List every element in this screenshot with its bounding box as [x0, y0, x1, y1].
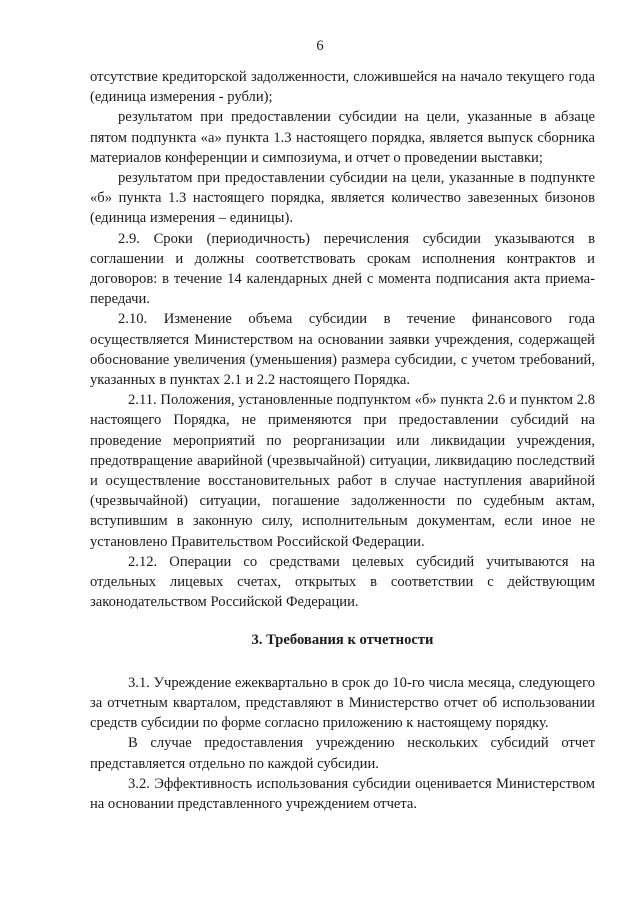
paragraph: отсутствие кредиторской задолженности, сложившейся на начало текущего года (единица измерения - рубли);	[90, 69, 595, 106]
paragraph-2-10: 2.10. Изменение объема субсидии в течение финансового года осуществляется Министерством на основании заявки учреждения, содержащей обоснование увеличения (уменьшения) размера субсидии, с учетом требований, указанных в пунктах 2.1 и 2.2 настоящего Порядка.	[90, 311, 595, 389]
paragraph-2-9: 2.9. Сроки (периодичность) перечисления субсидии указываются в соглашении и должны соответствовать срокам исполнения контрактов и договоров: в течение 14 календарных дней с момента подписания акта приема-передачи.	[90, 230, 595, 308]
document-body	[90, 67, 595, 814]
paragraph-3-2: 3.2. Эффективность использования субсидии оценивается Министерством на основании представленного учреждением отчета.	[90, 775, 595, 812]
paragraph: результатом при предоставлении субсидии на цели, указанные в абзаце пятом подпункта «а» пункта 1.3 настоящего порядка, является выпуск сборника материалов конференции и симпозиума, и отчет о проведении выставки;	[90, 109, 595, 166]
paragraph-3-1: 3.1. Учреждение ежеквартально в срок до 10-го числа месяца, следующего за отчетным кварталом, представляют в Министерство отчет об использовании средств субсидии по форме согласно приложению к настоящему порядку.	[90, 674, 595, 732]
paragraph: В случае предоставления учреждению нескольких субсидий отчет представляется отдельно по каждой субсидии.	[90, 735, 595, 772]
paragraph-2-12: 2.12. Операции со средствами целевых субсидий учитываются на отдельных лицевых счетах, открытых в соответствии с действующим законодательством Российской Федерации.	[90, 553, 595, 611]
paragraph-2-11: 2.11. Положения, установленные подпунктом «б» пункта 2.6 и пунктом 2.8 настоящего Порядка, не применяются при предоставлении субсидий на проведение мероприятий по реорганизации или ликвидации учреждения, предотвращение аварийной (чрезвычайной) ситуации, ликвидацию последствий и осуществление восстановительных работ в случае наступления аварийной (чрезвычайной) ситуации, погашение задолженности по судебным актам, вступившим в законную силу, исполнительным документам, если иное не установлено Правительством Российской Федерации.	[90, 392, 595, 550]
paragraph: результатом при предоставлении субсидии на цели, указанные в подпункте «б» пункта 1.3 настоящего порядка, является количество завезенных бизонов (единица измерения – единицы).	[90, 170, 595, 227]
page-number: 6	[316, 38, 324, 54]
section-heading: 3. Требования к отчетности	[251, 632, 434, 649]
